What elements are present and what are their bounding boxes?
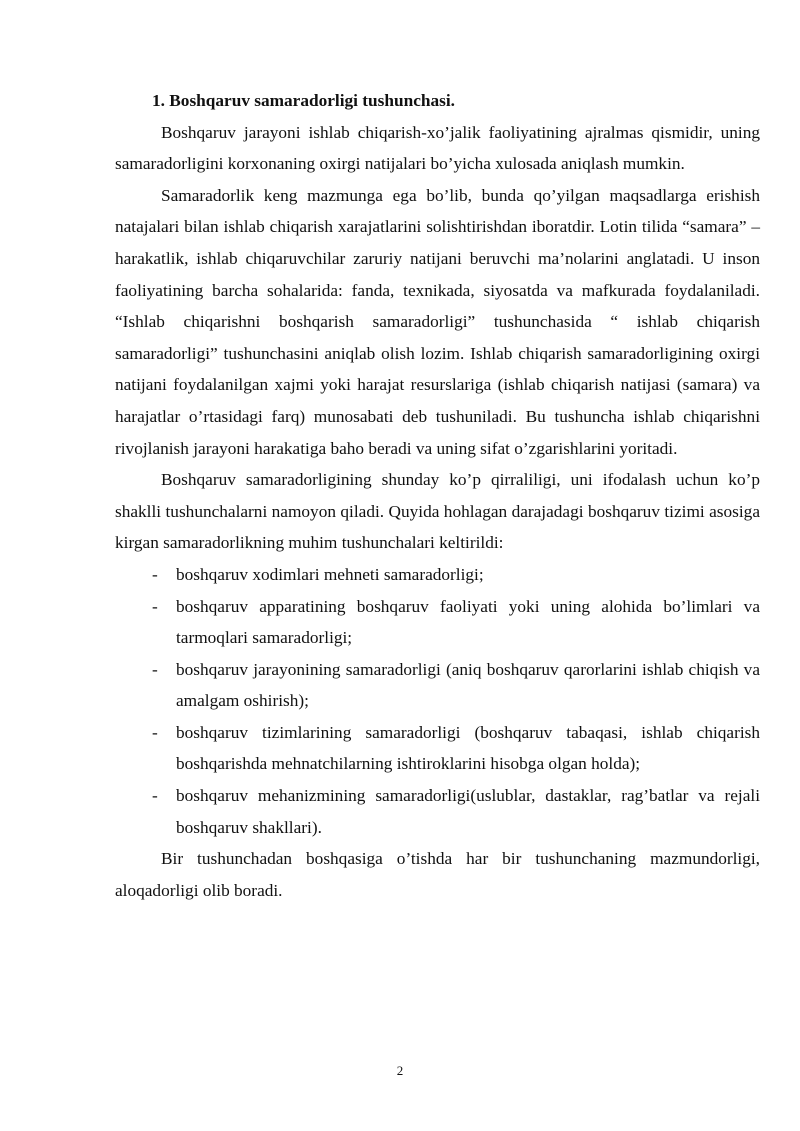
list-bullet: - [152, 659, 158, 679]
paragraph-definition: Samaradorlik keng mazmunga ega bo’lib, bunda qo’yilgan maqsadlarga erishish natajalari bilan ishlab chiqarish xarajatlarini solishtirishdan iboratdir. Lotin tilida “samara” – harakatlik, ishlab chiqaruvchilar zaruriy natijani beruvchi ma’nolarini anglatadi. U inson faoliyatining barcha sohalarida: fanda, texnikada, siyosatda va mafkurada foydalaniladi. “Ishlab chiqarishni boshqarish samaradorligi” tushunchasida “ ishlab chiqarish samaradorligi” tushunchasini aniqlab olish lozim. Ishlab chiqarish samaradorligining oxirgi natijani foydalanilgan xajmi yoki harajat resurslariga (ishlab chiqarish natijasi (samara) va harajatlar o’rtasidagi farq) munosabati deb tushuniladi. Bu tushuncha ishlab chiqarishni rivojlanish jarayoni harakatiga baho beradi va uning sifat o’zgarishlarini yoritadi. [115, 185, 760, 458]
list-bullet: - [152, 722, 158, 742]
list-item-text: boshqaruv apparatining boshqaruv faoliyati yoki uning alohida bo’limlari va tarmoqlari samaradorligi; [176, 596, 760, 648]
paragraph-closing: Bir tushunchadan boshqasiga o’tishda har bir tushunchaning mazmundorligi, aloqadorligi olib boradi. [115, 849, 760, 900]
document-page [115, 85, 760, 906]
list-item-text: boshqaruv jarayonining samaradorligi (aniq boshqaruv qarorlarini ishlab chiqish va amalgam oshirish); [176, 659, 760, 711]
list-item [115, 717, 760, 780]
paragraph-list-intro: Boshqaruv samaradorligining shunday ko’p qirraliligi, uni ifodalash uchun ko’p shaklli tushunchalarni namoyon qiladi. Quyida hohlagan darajadagi boshqaruv tizimi asosiga kirgan samaradorlikning muhim tushunchalari keltirildi: [115, 470, 760, 553]
list-bullet: - [152, 596, 158, 616]
list-bullet: - [152, 786, 158, 806]
section-heading: 1. Boshqaruv samaradorligi tushunchasi. [152, 91, 455, 110]
list-bullet: - [152, 564, 158, 584]
list-item [115, 559, 760, 591]
list-item-text: boshqaruv tizimlarining samaradorligi (boshqaruv tabaqasi, ishlab chiqarish boshqarishda mehnatchilarning ishtiroklarini hisobga olgan holda); [176, 722, 760, 774]
list-item [115, 654, 760, 717]
list-item [115, 591, 760, 654]
list-item-text: boshqaruv xodimlari mehneti samaradorligi; [176, 564, 484, 584]
list-item-text: boshqaruv mehanizmining samaradorligi(uslublar, dastaklar, rag’batlar va rejali boshqaruv shakllari). [176, 786, 760, 837]
paragraph-intro: Boshqaruv jarayoni ishlab chiqarish-xo’jalik faoliyatining ajralmas qismidir, uning samaradorligini korxonaning oxirgi natijalari bo’yicha xulosada aniqlash mumkin. [115, 122, 760, 174]
concept-list [115, 559, 760, 843]
list-item [115, 780, 760, 843]
page-number: 2 [396, 1063, 404, 1078]
